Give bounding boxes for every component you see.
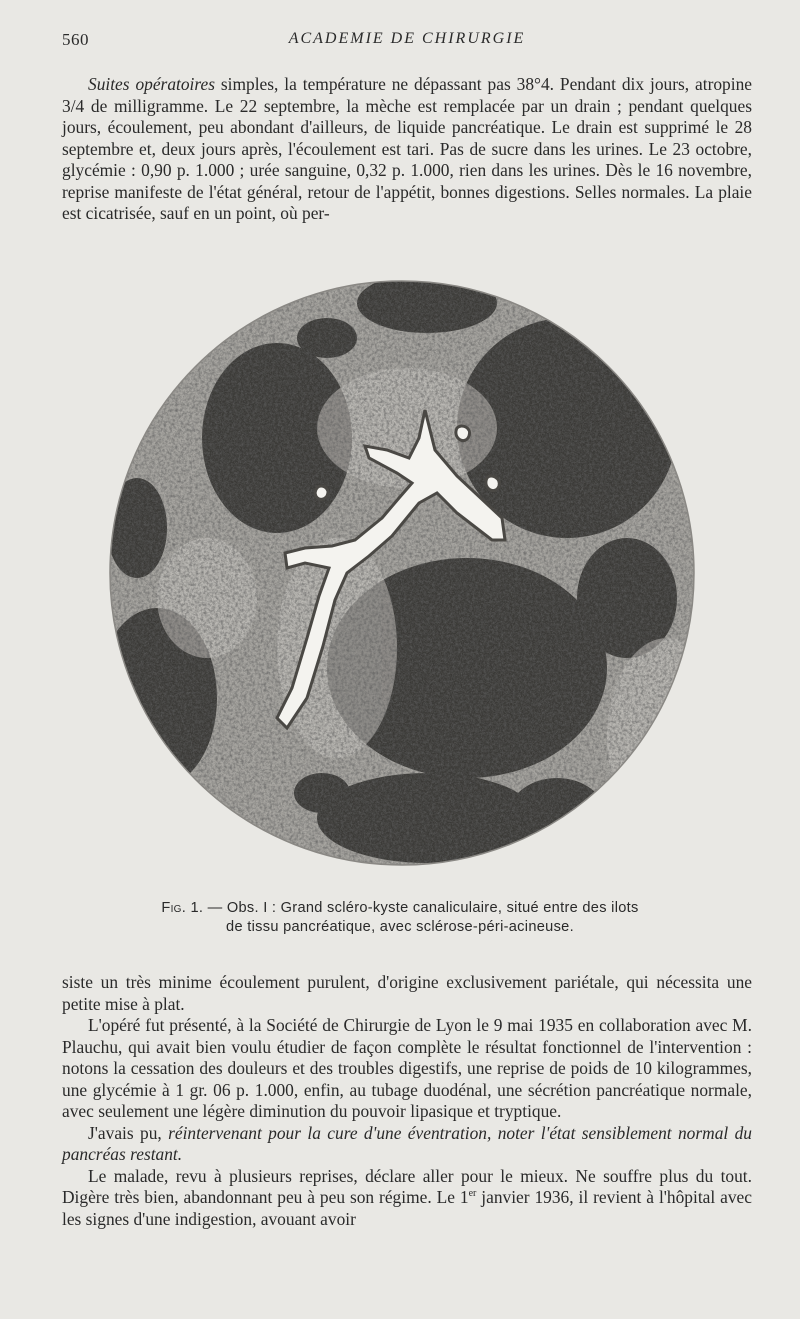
p3-lead: J'avais pu,	[88, 1122, 169, 1143]
top-paragraph-text: simples, la température ne dépassant pas 38°4. Pendant dix jours, atropine 3/4 de milligramme. Le 22 septembre, la mèche est remplacée par un drain ; pendant quelques jours, écoulement, peu abondant d'ailleurs, de liquide pancréatique. Le drain est supprimé le 28 septembre et, deux jours après, l'écoulement est tari. Pas de sucre dans les urines. Le 23 octobre, glycémie : 0,90 p. 1.000 ; urée sanguine, 0,32 p. 1.000, rien dans les urines. Dès le 16 novembre, reprise manifeste de l'état général, retour de l'appétit, bonnes digestions. Selles normales. La plaie est cicatrisée, sauf en un point, où per-	[62, 74, 752, 223]
italic-lead: Suites opératoires	[88, 74, 215, 94]
page-number: 560	[62, 30, 89, 49]
p4-sup: er	[468, 1188, 477, 1200]
top-text-block	[62, 74, 752, 225]
caption-line-1	[100, 899, 700, 918]
running-title: ACADEMIE DE CHIRURGIE	[288, 30, 526, 47]
p4-b: janvier 1936, il revient à l'hôpital avec les signes d'une indigestion, avouant avoir	[62, 1187, 752, 1229]
caption-line-2: de tissu pancréatique, avec sclérose-péri-acineuse.	[226, 919, 574, 935]
caption-text-1: — Obs. I : Grand scléro-kyste canaliculaire, situé entre des ilots	[203, 900, 639, 916]
p3-italic: réintervenant pour la cure d'une éventration, noter l'état sensiblement normal du pancréas restant.	[62, 1122, 752, 1164]
bottom-text-block	[62, 972, 752, 1230]
micrograph-image	[107, 278, 697, 868]
paragraph-followup	[62, 1166, 752, 1231]
top-paragraph	[62, 74, 752, 225]
paragraph-continuation: siste un très minime écoulement purulent, d'origine exclusivement pariétale, qui nécessita une petite mise à plat.	[62, 972, 752, 1014]
figure-label: Fig. 1.	[161, 900, 204, 916]
page-header	[62, 30, 752, 54]
p4-a: Le malade, revu à plusieurs reprises, déclare aller pour le mieux. Ne souffre plus du tout. Digère très bien, abandonnant peu à peu son régime. Le 1	[62, 1165, 752, 1207]
figure-caption	[100, 899, 700, 937]
paragraph-presentation: L'opéré fut présenté, à la Société de Chirurgie de Lyon le 9 mai 1935 en collaboration avec M. Plauchu, qui avait bien voulu étudier de façon complète le résultat fonctionnel de l'intervention : notons la cessation des douleurs et des troubles digestifs, une reprise de poids de 10 kilogrammes, une glycémie à 1 gr. 06 p. 1.000, enfin, au tubage duodénal, une sécrétion pancréatique normale, avec seulement une légère diminution du pouvoir lipasique et tryptique.	[62, 1015, 752, 1121]
paragraph-reintervention	[62, 1123, 752, 1166]
